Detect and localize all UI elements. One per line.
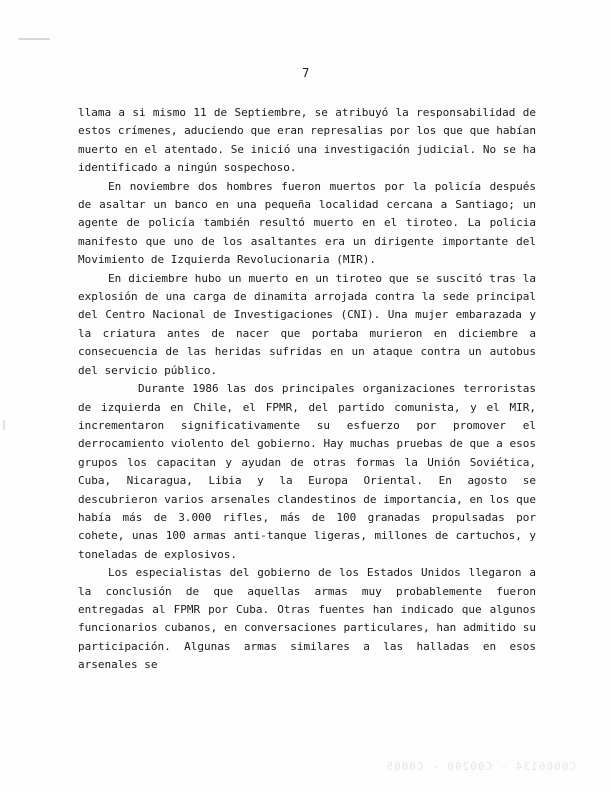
paragraph-5: Los especialistas del gobierno de los Estados Unidos llegaron a la conclusión de que aquellas armas muy probablemente fueron entregadas al FPMR por Cuba. Otras fuentes han indicado que algunos funcionarios cubanos, en conversaciones particulares, han admitido su participación. Algunas armas similares a las halladas en esos arsenales se xyxy=(78,566,536,672)
document-body xyxy=(78,104,536,675)
bleed-through-text: C0006134 - C00290 - C0005 xyxy=(385,760,576,773)
paragraph-1: llama a si mismo 11 de Septiembre, se atribuyó la responsabilidad de estos crímenes, aduciendo que eran represalias por los que que habían muerto en el atentado. Se inició una investigación judicial. No se ha identificado a ningún sospechoso. xyxy=(78,106,536,175)
paragraph-2: En noviembre dos hombres fueron muertos por la policía después de asaltar un banco en una pequeña localidad cercana a Santiago; un agente de policía también resultó muerto en el tiroteo. La policia manifesto que uno de los asaltantes era un dirigente importante del Movimiento de Izquierda Revolucionaria (MIR). xyxy=(78,179,536,267)
scan-artifact-edge xyxy=(3,420,5,430)
paragraph-3: En diciembre hubo un muerto en un tiroteo que se suscitó tras la explosión de una carga de dinamita arrojada contra la sede principal del Centro Nacional de Investigaciones (CNI). Una mujer embarazada y la criatura antes de nacer que portaba murieron en diciembre a consecuencia de las heridas sufridas en un ataque contra un autobus del servicio público. xyxy=(78,271,536,377)
paragraph-4: Durante 1986 las dos principales organizaciones terroristas de izquierda en Chile, el FPMR, del partido comunista, y el MIR, incrementaron significativamente su esfuerzo por promover el derrocamiento violento del gobierno. Hay muchas pruebas de que a esos grupos los capacitan y ayudan de otras formas la Unión Soviética, Cuba, Nicaragua, Libia y la Europa Oriental. En agosto se descubrieron varios arsenales clandestinos de importancia, en los que había más de 3.000 rifles, más de 100 granadas propulsadas por cohete, unas 100 armas anti-tanque ligeras, millones de cartuchos, y toneladas de explosivos. xyxy=(78,382,536,561)
page-number: 7 xyxy=(302,66,310,80)
scan-artifact-mark xyxy=(18,38,50,40)
